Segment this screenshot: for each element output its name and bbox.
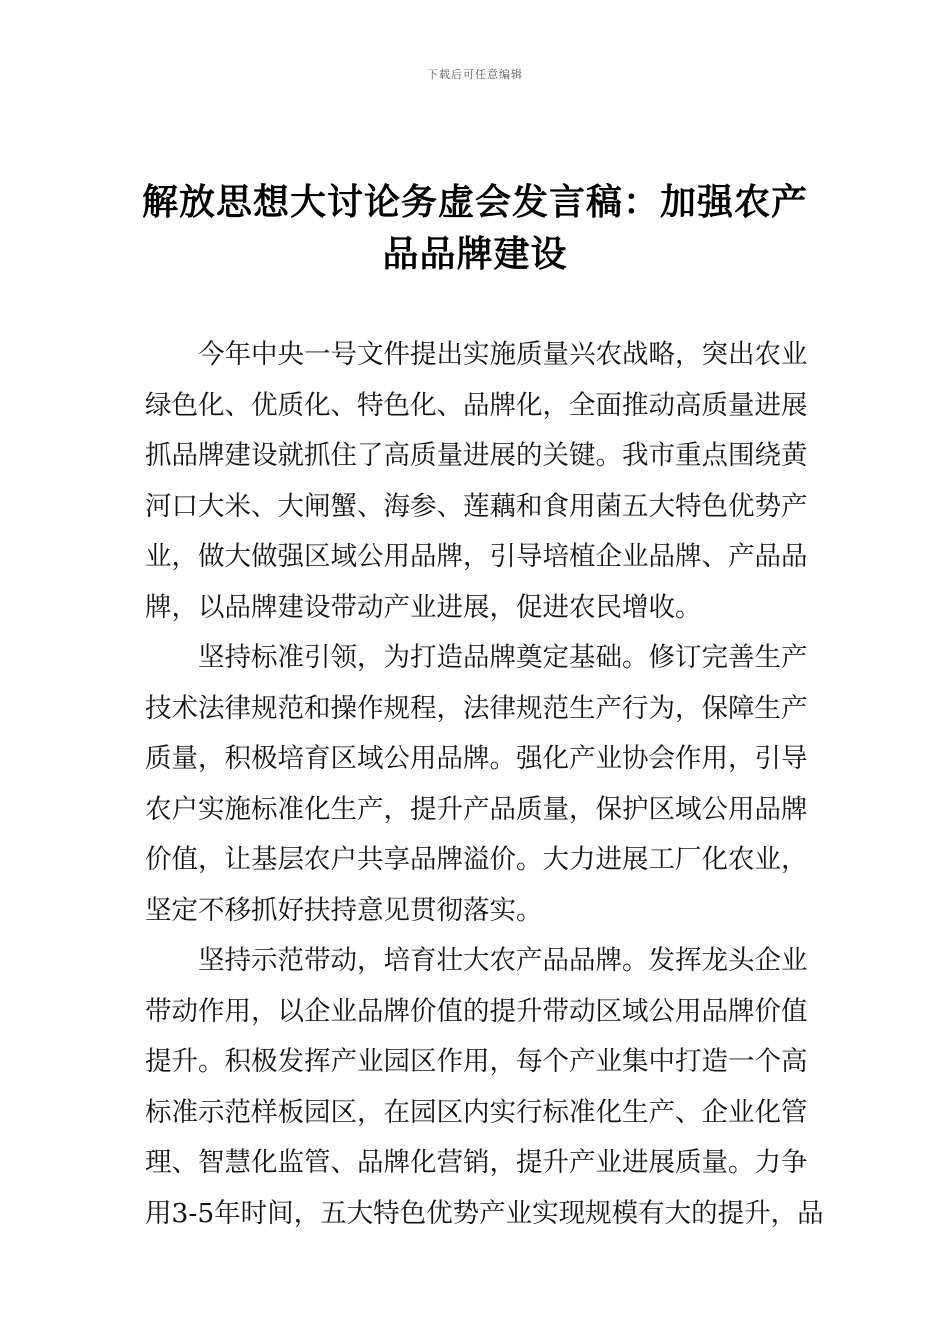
document-title	[140, 176, 810, 280]
paragraph-1	[145, 330, 807, 633]
paragraph-line: 技术法律规范和操作规程，法律规范生产行为，保障生产	[145, 692, 808, 724]
paragraph-line: 坚定不移抓好扶持意见贯彻落实。	[145, 894, 543, 926]
paragraph-2	[145, 633, 807, 936]
title-line-2: 品品牌建设	[382, 233, 568, 275]
paragraph-line: 坚持标准引领，为打造品牌奠定基础。修订完善生产	[198, 642, 808, 673]
paragraph-line: 业，做大做强区域公用品牌，引导培植企业品牌、产品品	[145, 541, 808, 572]
paragraph-3	[145, 936, 824, 1239]
paragraph-line: 标准示范样板园区，在园区内实行标准化生产、企业化管	[145, 1096, 808, 1128]
paragraph-line: 带动作用，以企业品牌价值的提升带动区域公用品牌价值	[145, 995, 808, 1027]
paragraph-line: 理、智慧化监管、品牌化营销，提升产业进展质量。力争	[145, 1147, 808, 1178]
paragraph-line: 今年中央一号文件提出实施质量兴农战略，突出农业	[198, 339, 808, 370]
paragraph-line: 提升。积极发挥产业园区作用，每个产业集中打造一个高	[145, 1046, 808, 1077]
paragraph-line: 坚持示范带动，培育壮大农产品品牌。发挥龙头企业	[198, 945, 808, 976]
paragraph-line: 价值，让基层农户共享品牌溢价。大力进展工厂化农业，	[145, 844, 808, 875]
document-body	[145, 330, 824, 1239]
paragraph-line: 农户实施标准化生产，提升产品质量，保护区域公用品牌	[145, 793, 808, 825]
paragraph-line: 河口大米、大闸蟹、海参、莲藕和食用菌五大特色优势产	[145, 490, 808, 522]
paragraph-line: 质量，积极培育区域公用品牌。强化产业协会作用，引导	[145, 743, 808, 774]
page-header: 下载后可任意编辑	[427, 68, 523, 81]
paragraph-line: 牌，以品牌建设带动产业进展，促进农民增收。	[145, 591, 702, 623]
paragraph-line: 绿色化、优质化、特色化、品牌化，全面推动高质量进展	[145, 389, 808, 421]
paragraph-line: 抓品牌建设就抓住了高质量进展的关键。我市重点围绕黄	[145, 440, 808, 471]
title-line-1: 解放思想大讨论务虚会发言稿：加强农产	[141, 181, 808, 223]
paragraph-line: 用3-5年时间，五大特色优势产业实现规模有大的提升，品	[145, 1197, 824, 1229]
